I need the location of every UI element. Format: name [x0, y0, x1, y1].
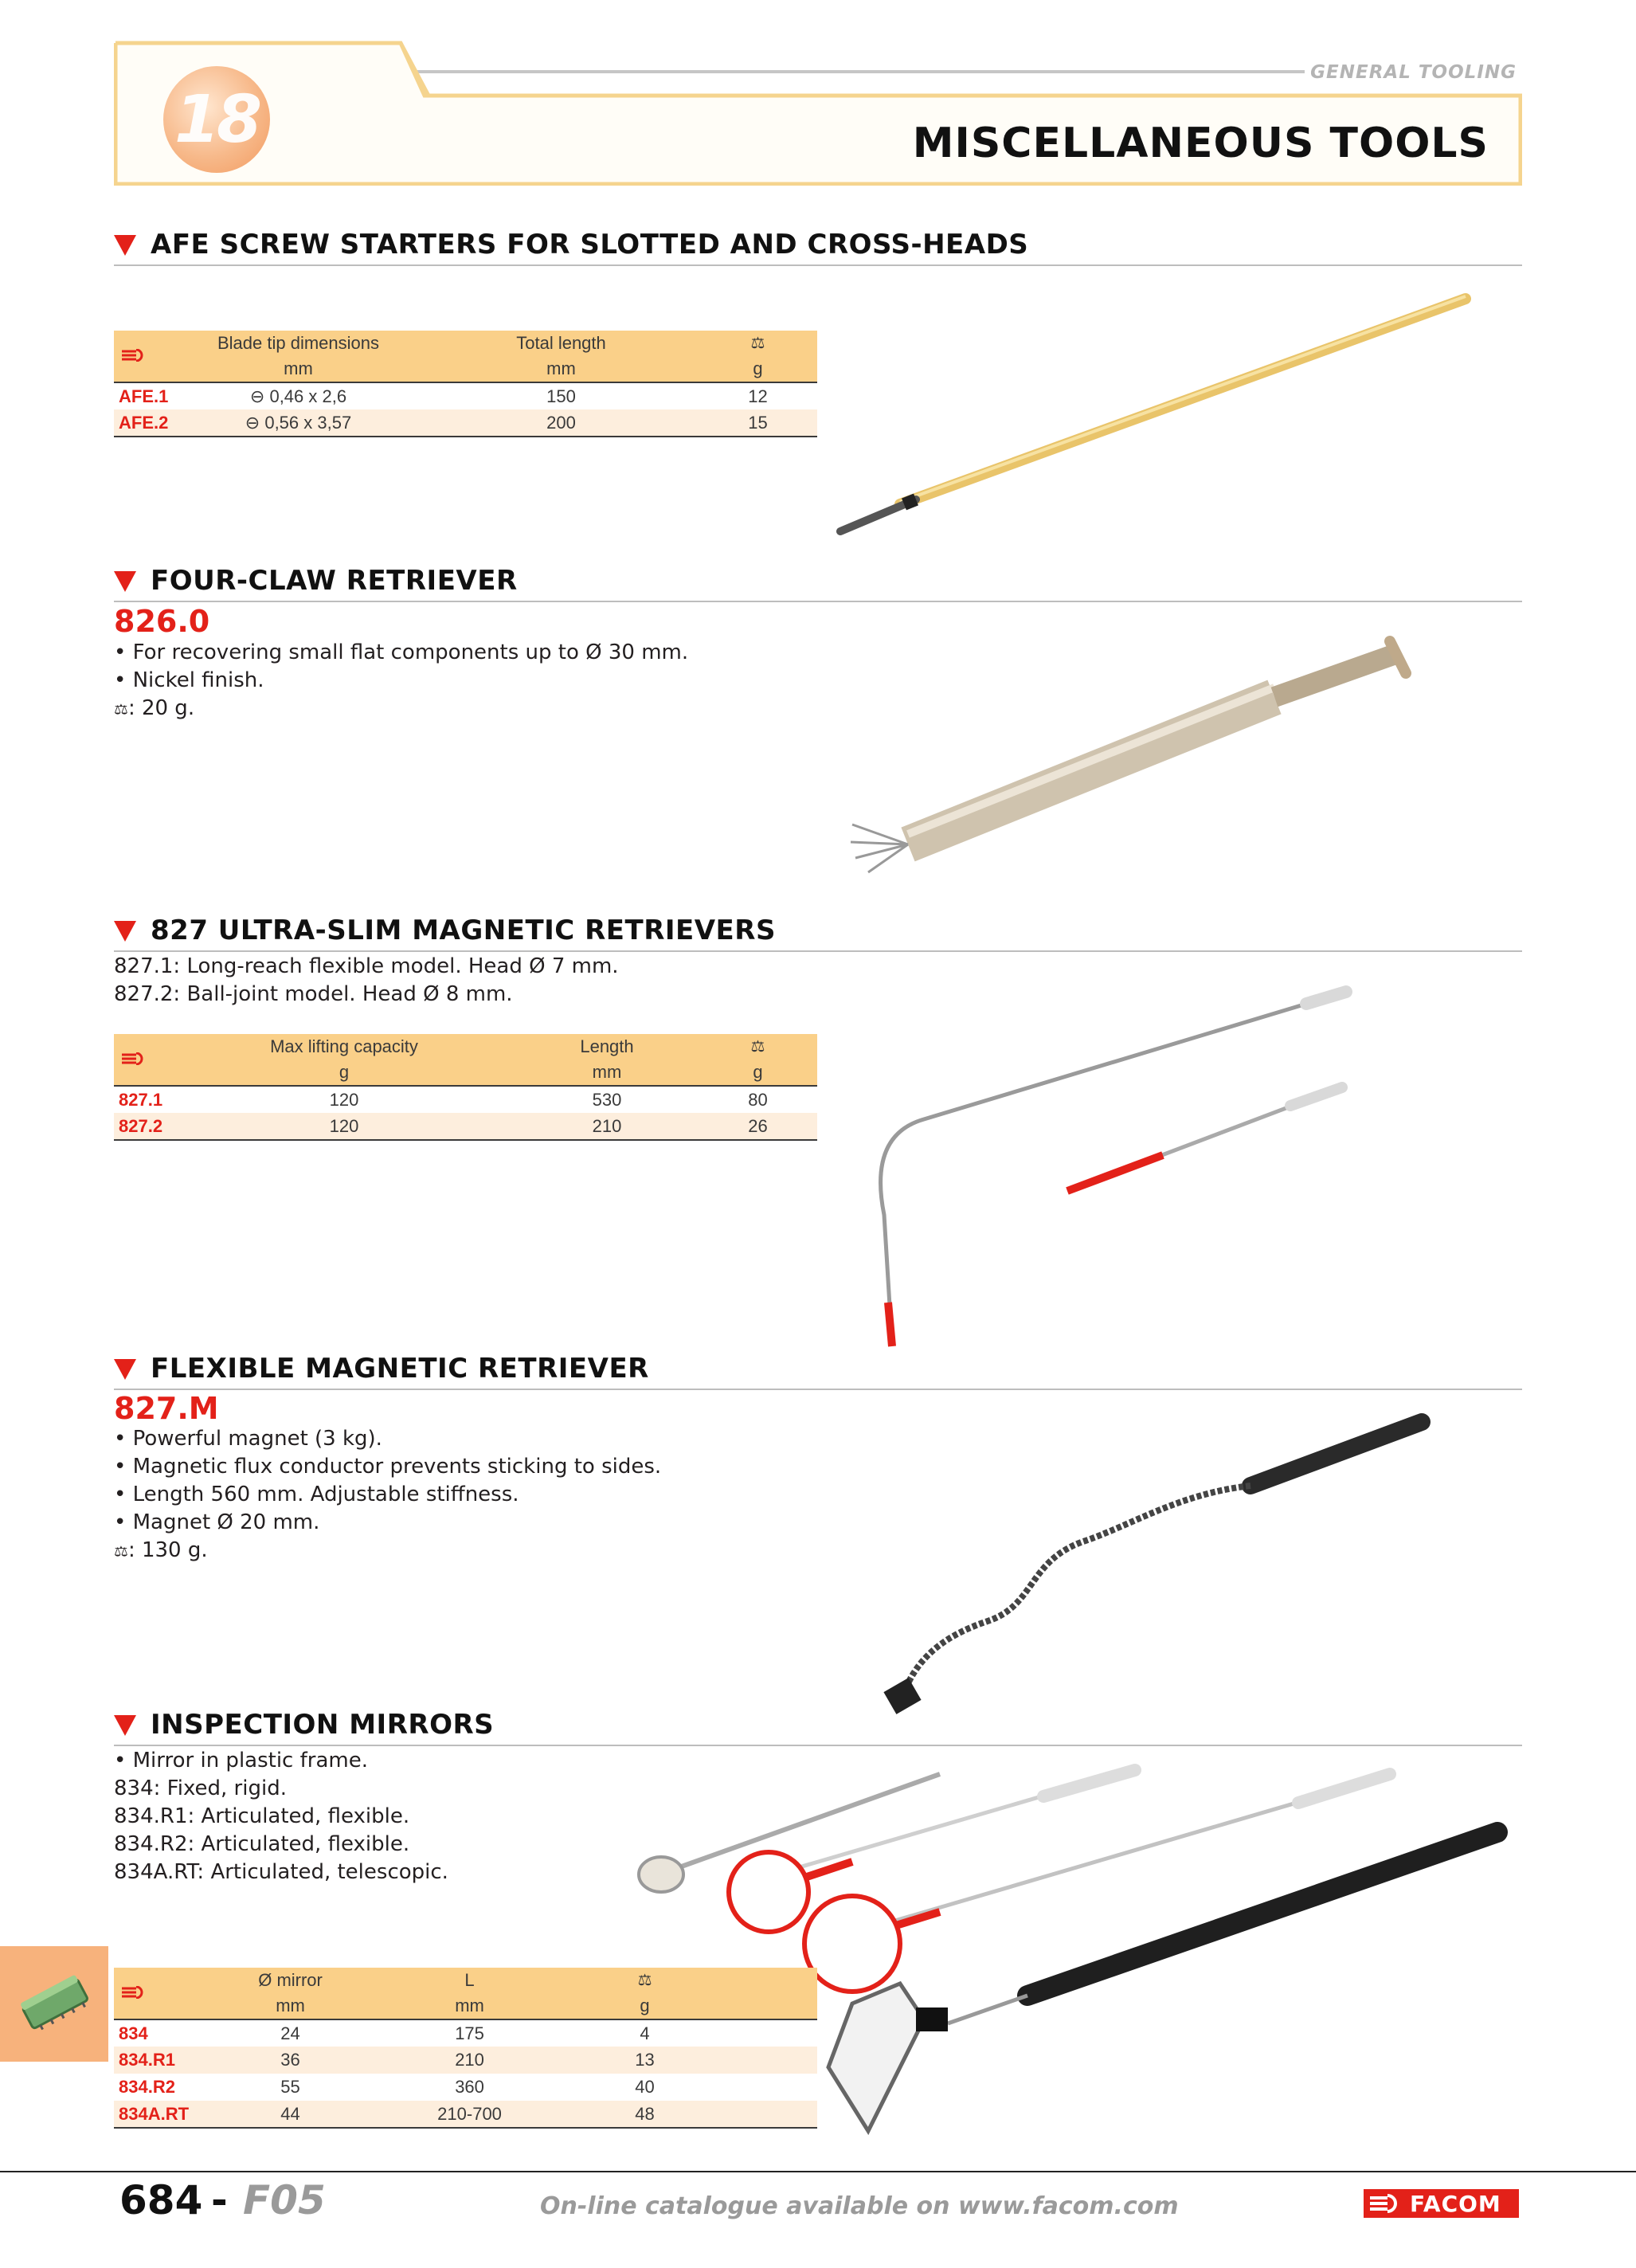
row-diameter: 55 — [280, 2077, 300, 2097]
row-diameter: 44 — [280, 2103, 300, 2124]
slot-head-icon: ⊖ — [249, 386, 270, 406]
table-header-row — [114, 1968, 817, 2019]
facom-arrow-icon — [122, 1052, 147, 1065]
header-l: L mm — [455, 1970, 484, 2015]
table-row — [114, 1113, 817, 1140]
row-blade: ⊖ 0,56 x 3,57 — [245, 412, 352, 433]
desc-line: 834.R2: Articulated, flexible. — [114, 1832, 410, 1856]
row-spacer — [742, 2074, 817, 2101]
table-row — [114, 409, 817, 437]
facom-arrow-icon — [122, 1986, 147, 1999]
row-spacer — [742, 2101, 817, 2128]
row-diameter: 24 — [280, 2023, 300, 2043]
page-number: 684 — [119, 2177, 203, 2223]
header-total-length: Total length mm — [516, 333, 606, 378]
facom-arrow-icon — [1370, 2194, 1402, 2213]
mirrors-description — [114, 1747, 448, 1886]
weight-icon: ⚖ — [114, 1542, 128, 1560]
desc-line: 827.1: Long-reach flexible model. Head Ø 7 mm. — [114, 954, 619, 978]
row-diameter: 36 — [280, 2050, 300, 2070]
triangle-bullet-icon — [114, 1359, 136, 1380]
row-ref: AFE.2 — [119, 412, 169, 433]
row-length: 210 — [455, 2050, 484, 2070]
desc-line: ⚖: 20 g. — [114, 695, 688, 723]
section-title-mirrors — [114, 1705, 1522, 1746]
row-length: 200 — [546, 412, 576, 433]
row-capacity: 120 — [329, 1115, 359, 1136]
desc-line: 827.2: Ball-joint model. Head Ø 8 mm. — [114, 982, 513, 1006]
row-length: 360 — [455, 2077, 484, 2097]
row-length: 530 — [592, 1089, 622, 1110]
afe-spec-table — [114, 331, 817, 437]
row-spacer — [742, 2019, 817, 2047]
header-spacer — [742, 1968, 817, 2019]
page-title: MISCELLANEOUS TOOLS — [912, 119, 1489, 167]
section-title-flexible — [114, 1349, 1522, 1390]
reference-column-header — [114, 331, 173, 382]
tool-thumbnail-icon — [0, 1946, 108, 2062]
row-weight: 12 — [748, 386, 768, 406]
row-ref: 834A.RT — [119, 2103, 190, 2124]
section-title-text: INSPECTION MIRRORS — [151, 1709, 495, 1741]
section-title-text: FOUR-CLAW RETRIEVER — [151, 565, 518, 597]
section-code: F05 — [243, 2177, 326, 2223]
desc-line: • Mirror in plastic frame. — [114, 1749, 368, 1772]
desc-line: • Magnet Ø 20 mm. — [114, 1510, 320, 1534]
four-claw-retriever-image — [828, 625, 1450, 892]
desc-line: 834.R1: Articulated, flexible. — [114, 1804, 410, 1828]
product-ref-827m: 827.M — [114, 1391, 219, 1426]
facom-logo — [1364, 2189, 1519, 2218]
weight-icon: ⚖ — [637, 1972, 652, 1989]
row-ref: 827.1 — [119, 1089, 163, 1110]
row-spacer — [742, 2047, 817, 2074]
mirrors-spec-table — [114, 1968, 817, 2129]
table-row — [114, 2074, 817, 2101]
weight-icon: ⚖ — [750, 1038, 765, 1056]
row-weight: 13 — [635, 2050, 655, 2070]
flexible-description — [114, 1425, 661, 1565]
row-ref: 834 — [119, 2023, 148, 2043]
desc-line: • Magnetic flux conductor prevents sticking to sides. — [114, 1455, 662, 1479]
triangle-bullet-icon — [114, 571, 136, 592]
header-weight: ⚖ g — [699, 331, 817, 382]
table-header-row — [114, 1034, 817, 1086]
product-ref-826: 826.0 — [114, 604, 210, 639]
desc-line: • For recovering small flat components up to Ø 30 mm. — [114, 640, 689, 664]
triangle-bullet-icon — [114, 235, 136, 256]
desc-line: 834: Fixed, rigid. — [114, 1776, 287, 1800]
chapter-badge — [163, 66, 270, 173]
catalogue-link-text[interactable]: On-line catalogue available on www.facom.com — [540, 2192, 1179, 2220]
four-claw-description — [114, 639, 688, 723]
facom-arrow-icon — [122, 349, 147, 362]
screw-starter-image — [828, 291, 1489, 546]
desc-line: ⚖: 130 g. — [114, 1537, 661, 1565]
header-length: Length mm — [580, 1036, 634, 1082]
row-weight: 48 — [635, 2103, 655, 2124]
brand-name: FACOM — [1410, 2190, 1501, 2217]
section-title-text: AFE SCREW STARTERS FOR SLOTTED AND CROSS-HEADS — [151, 229, 1029, 260]
category-label: GENERAL TOOLING — [1310, 62, 1517, 83]
table-row — [114, 2101, 817, 2128]
header-weight: ⚖ g — [547, 1968, 742, 2019]
reference-column-header — [114, 1968, 189, 2019]
table-row — [114, 2019, 817, 2047]
header-capacity: Max lifting capacity g — [270, 1036, 418, 1082]
weight-icon: ⚖ — [114, 700, 128, 718]
table-header-row — [114, 331, 817, 382]
page-separator: - — [211, 2177, 228, 2223]
desc-line: • Length 560 mm. Adjustable stiffness. — [114, 1483, 519, 1506]
table-row — [114, 1086, 817, 1113]
row-ref: 834.R2 — [119, 2077, 175, 2097]
chapter-number: 18 — [174, 81, 260, 158]
chapter-side-tab — [0, 1946, 108, 2062]
triangle-bullet-icon — [114, 1715, 136, 1736]
reference-column-header — [114, 1034, 173, 1086]
slot-head-icon: ⊖ — [245, 412, 265, 433]
desc-line: 834A.RT: Articulated, telescopic. — [114, 1860, 448, 1884]
triangle-bullet-icon — [114, 921, 136, 942]
row-ref: AFE.1 — [119, 386, 169, 406]
footer-divider — [0, 2171, 1636, 2172]
section-title-text: FLEXIBLE MAGNETIC RETRIEVER — [151, 1353, 649, 1385]
row-weight: 15 — [748, 412, 768, 433]
ultra-slim-spec-table — [114, 1034, 817, 1141]
row-capacity: 120 — [329, 1089, 359, 1110]
row-weight: 40 — [635, 2077, 655, 2097]
row-blade: ⊖ 0,46 x 2,6 — [249, 386, 347, 406]
row-ref: 834.R1 — [119, 2050, 175, 2070]
ultra-slim-description — [114, 953, 619, 1009]
row-ref: 827.2 — [119, 1115, 163, 1136]
row-length: 150 — [546, 386, 576, 406]
header-weight: ⚖ g — [699, 1034, 817, 1086]
section-title-ultra-slim — [114, 911, 1522, 952]
row-length: 210 — [592, 1115, 622, 1136]
header-diameter: Ø mirror mm — [258, 1970, 323, 2015]
desc-line: • Nickel finish. — [114, 668, 264, 692]
table-row — [114, 382, 817, 409]
row-weight: 4 — [640, 2023, 650, 2043]
section-title-four-claw — [114, 561, 1522, 602]
weight-icon: ⚖ — [750, 335, 765, 352]
row-length: 210-700 — [437, 2103, 502, 2124]
row-weight: 80 — [748, 1089, 768, 1110]
header-blade-tip: Blade tip dimensions mm — [217, 333, 379, 378]
row-length: 175 — [455, 2023, 484, 2043]
row-weight: 26 — [748, 1115, 768, 1136]
flexible-retriever-image — [844, 1398, 1450, 1725]
ultra-slim-retrievers-image — [828, 976, 1386, 1358]
table-row — [114, 2047, 817, 2074]
section-title-screw-starters — [114, 225, 1522, 266]
desc-line: • Powerful magnet (3 kg). — [114, 1427, 382, 1451]
section-title-text: 827 ULTRA-SLIM MAGNETIC RETRIEVERS — [151, 915, 776, 946]
